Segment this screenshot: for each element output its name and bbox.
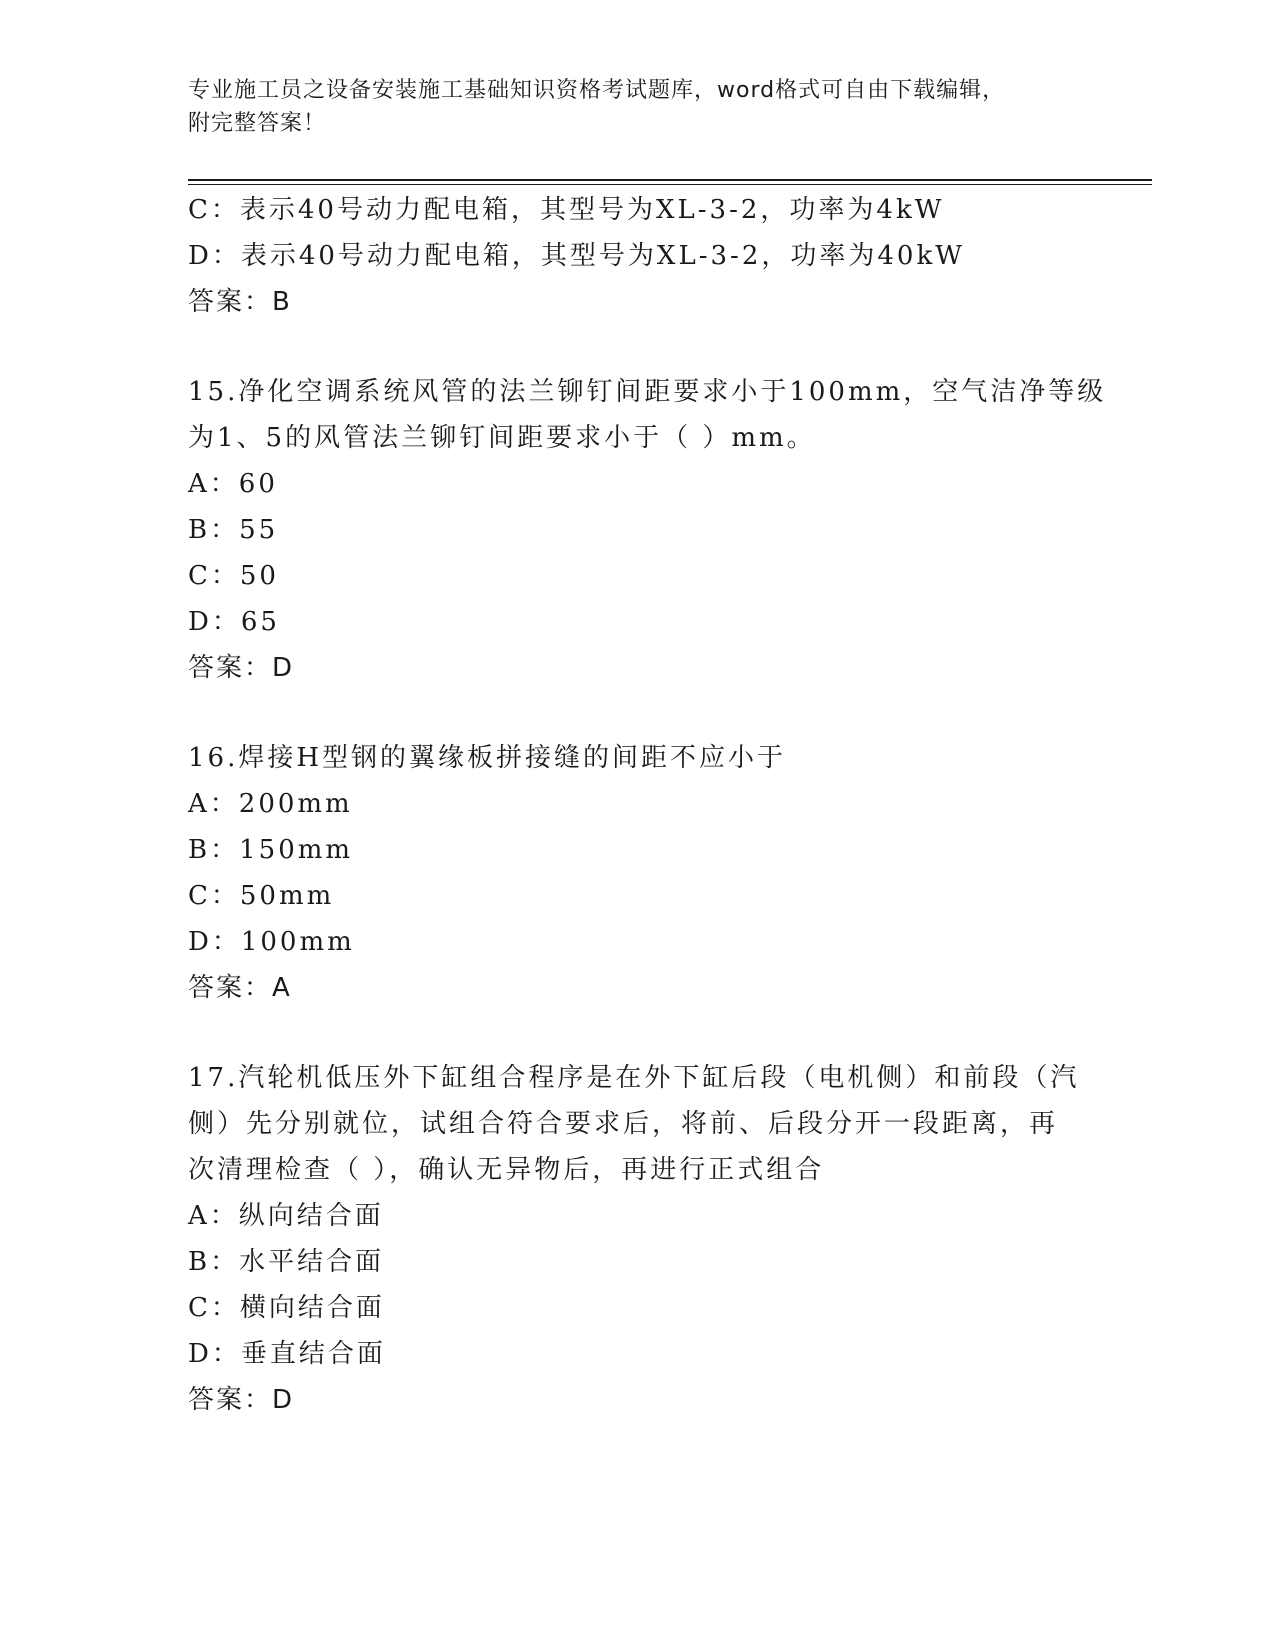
spacer (188, 691, 1078, 735)
option-b: B：水平结合面 (188, 1247, 385, 1277)
question-stem-line: 侧）先分别就位，试组合符合要求后，将前、后段分开一段距离，再 (188, 1109, 1059, 1139)
option-c: C：横向结合面 (188, 1293, 385, 1323)
header-title-line-1: 专业施工员之设备安装施工基础知识资格考试题库，word格式可自由下载编辑， (188, 78, 1006, 103)
option-b: B：55 (188, 515, 279, 545)
question-stem-line: 为1、5的风管法兰铆钉间距要求小于（ ）mm。 (188, 423, 816, 453)
option-c: C：50 (188, 561, 279, 591)
option-d: D：垂直结合面 (188, 1339, 386, 1369)
question-stem-line: 次清理检查（ ），确认无异物后，再进行正式组合 (188, 1155, 825, 1185)
answer-line: 答案：A (188, 973, 292, 1003)
option-b: B：150mm (188, 835, 354, 865)
question-15 (188, 369, 1107, 691)
option-a: A：200mm (188, 789, 353, 819)
carryover-block (188, 187, 1078, 325)
header-title-line-2: 附完整答案！ (188, 111, 327, 136)
option-c: C：表示40号动力配电箱，其型号为XL-3-2，功率为4kW (188, 195, 945, 225)
header-divider-thick (188, 179, 1152, 181)
answer-line: 答案：B (188, 287, 292, 317)
spacer (188, 325, 1078, 369)
option-d: D：表示40号动力配电箱，其型号为XL-3-2，功率为40kW (188, 241, 965, 271)
header-divider-thin (188, 184, 1152, 185)
answer-line: 答案：D (188, 653, 295, 683)
option-a: A：纵向结合面 (188, 1201, 384, 1231)
answer-line: 答案：D (188, 1385, 295, 1415)
option-d: D：65 (188, 607, 280, 637)
option-a: A：60 (188, 469, 278, 499)
option-d: D：100mm (188, 927, 355, 957)
question-stem-line: 17.汽轮机低压外下缸组合程序是在外下缸后段（电机侧）和前段（汽 (188, 1063, 1080, 1093)
spacer (188, 1011, 1078, 1055)
question-stem-line: 15.净化空调系统风管的法兰铆钉间距要求小于100mm，空气洁净等级 (188, 377, 1107, 407)
question-stem-line: 16.焊接H型钢的翼缘板拼接缝的间距不应小于 (188, 743, 787, 773)
question-16 (188, 735, 1078, 1011)
question-17 (188, 1055, 1078, 1423)
option-c: C：50mm (188, 881, 335, 911)
question-content (188, 187, 1107, 1423)
document-header (188, 74, 1068, 140)
